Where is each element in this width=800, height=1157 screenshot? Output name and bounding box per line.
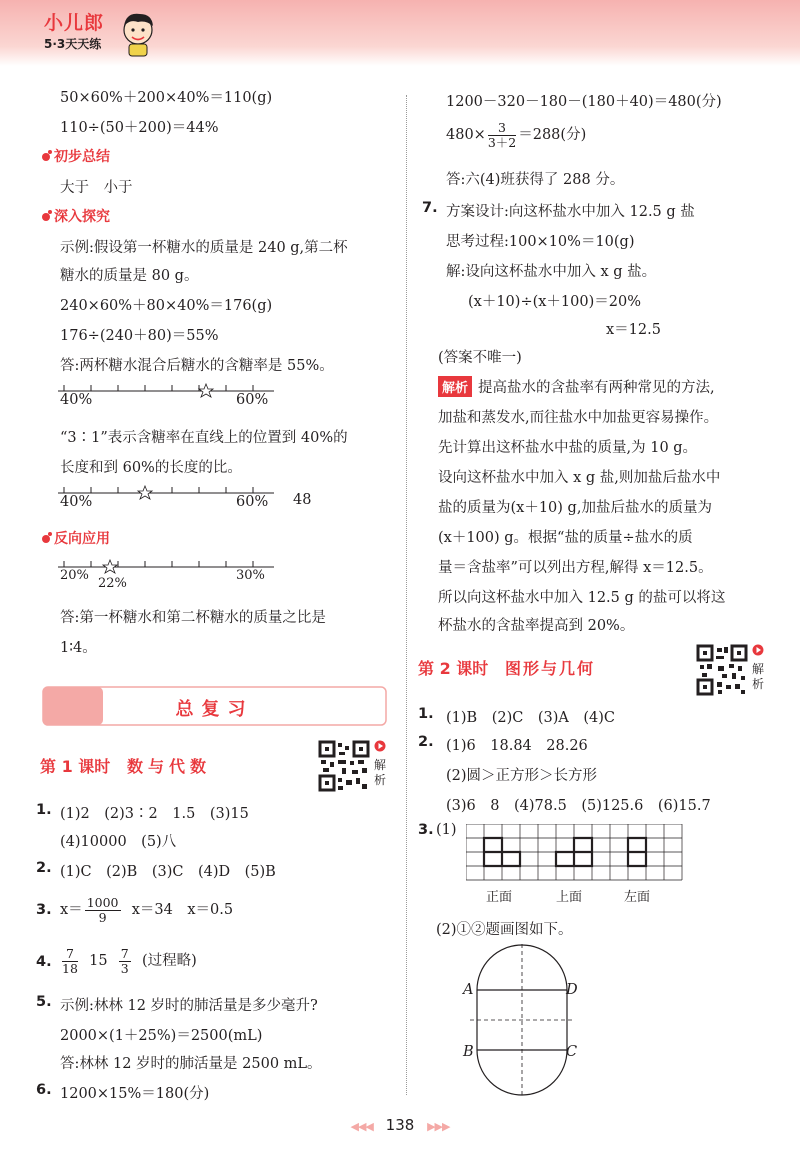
denominator: 9 — [98, 909, 107, 925]
bullet-icon — [42, 535, 50, 543]
nl2-label-a: 40% — [60, 494, 93, 510]
item-5-line-a: 示例:林林 12 岁时的肺活量是多少毫升? — [60, 998, 318, 1014]
lesson-title: 数与代数 — [127, 757, 212, 776]
brand-name: 小儿郎 — [44, 12, 105, 34]
item-7-line-c: 解:设向这杯盐水中加入 x g 盐。 — [446, 264, 657, 280]
analysis-badge: 解析 — [438, 376, 472, 397]
review-title: 总复习 — [175, 699, 254, 720]
left-line-12: 1∶4。 — [60, 640, 97, 656]
left-line-2: 110÷(50＋200)＝44% — [60, 120, 219, 136]
item-4-number: 4. — [36, 954, 52, 970]
view-front-label: 正面 — [486, 890, 513, 905]
view-left-label: 左面 — [624, 890, 651, 905]
section-label: 初步总结 — [54, 149, 110, 165]
star-icon — [199, 384, 213, 397]
item-5-number: 5. — [36, 994, 52, 1010]
item-3-line — [60, 893, 233, 927]
next-arrows-icon: ▶▶▶ — [427, 1120, 450, 1133]
section-label: 深入探究 — [54, 209, 110, 225]
left-line-10: 长度和到 60%的长度的比。 — [60, 460, 242, 476]
right-line-2 — [446, 117, 586, 153]
denominator: 3＋2 — [487, 134, 517, 150]
stadium-figure — [450, 942, 600, 1102]
nl3-label-b: 22% — [98, 576, 127, 591]
left-line-9: “3∶1”表示含糖率在直线上的位置到 40%的 — [60, 430, 348, 446]
analysis-line-4: 设向这杯盐水中加入 x g 盐,则加盐后盐水中 — [438, 470, 721, 486]
item-r2-line-c: (3)6 8 (4)78.5 (5)125.6 (6)15.7 — [446, 798, 711, 814]
item-4-line — [60, 944, 197, 978]
fraction — [488, 121, 516, 150]
right-line-2-b: ＝288(分) — [518, 127, 587, 143]
lesson-1-heading — [40, 754, 211, 777]
nl1-label-a: 40% — [60, 392, 93, 408]
analysis-line-8: 所以向这杯盐水中加入 12.5 g 的盐可以将这 — [438, 590, 726, 606]
item-r3-line-a: (1) — [436, 822, 457, 838]
item-7-number: 7. — [422, 200, 438, 216]
right-line-1: 1200－320－180－(180＋40)＝480(分) — [446, 94, 722, 110]
item-2-line: (1)C (2)B (3)C (4)D (5)B — [60, 864, 276, 880]
lesson-title: 图形与几何 — [505, 659, 596, 678]
item-1-number: 1. — [36, 802, 52, 818]
right-line-3: 答:六(4)班获得了 288 分。 — [446, 172, 625, 188]
analysis-line-1 — [438, 376, 715, 397]
item-7-line-b: 思考过程:100×10%＝10(g) — [446, 234, 635, 250]
item-5-line-b: 2000×(1＋25%)＝2500(mL) — [60, 1028, 263, 1044]
analysis-line-5: 盐的质量为(x＋10) g,加盐后盐水的质量为 — [438, 500, 712, 516]
point-c-label: C — [566, 1044, 578, 1060]
qr-code-icon[interactable] — [318, 740, 370, 792]
qr-code-icon[interactable] — [696, 644, 748, 696]
point-b-label: B — [463, 1044, 474, 1060]
section-initial-summary — [42, 146, 110, 166]
numerator: 3 — [488, 121, 516, 136]
section-deep-explore — [42, 206, 110, 226]
item-5-line-c: 答:林林 12 岁时的肺活量是 2500 mL。 — [60, 1056, 322, 1072]
mascot-icon — [118, 10, 158, 58]
item-r2-line-b: (2)圆＞正方形＞长方形 — [446, 768, 598, 784]
item-4-mid: 15 — [89, 953, 108, 969]
item-r3-line-b: (2)①②题画图如下。 — [436, 922, 573, 938]
lesson-2-heading — [418, 656, 595, 679]
nl3-label-a: 20% — [60, 568, 89, 583]
item-r1-line: (1)B (2)C (3)A (4)C — [446, 710, 615, 726]
star-icon — [103, 560, 117, 573]
item-1-line-a: (1)2 (2)3∶2 1.5 (3)15 — [60, 806, 249, 822]
left-line-5: 糖水的质量是 80 g。 — [60, 268, 199, 284]
analysis-text: 提高盐水的含盐率有两种常见的方法, — [478, 380, 715, 396]
item-7-line-f: (答案不唯一) — [438, 350, 522, 366]
qr-label: 解析 — [751, 662, 764, 691]
item-6-line: 1200×15%＝180(分) — [60, 1086, 210, 1102]
series-name: 5·3天天练 — [44, 37, 102, 51]
section-label: 反向应用 — [54, 531, 110, 547]
nl1-label-b: 60% — [236, 392, 269, 408]
analysis-line-3: 先计算出这杯盐水中盐的质量,为 10 g。 — [438, 440, 698, 456]
item-7-line-a: 方案设计:向这杯盐水中加入 12.5 g 盐 — [446, 204, 695, 220]
play-icon — [374, 740, 386, 752]
point-a-label: A — [463, 982, 474, 998]
nl3-label-c: 30% — [236, 568, 265, 583]
analysis-line-7: 量＝含盐率”可以列出方程,解得 x＝12.5。 — [438, 560, 713, 576]
left-line-3: 大于 小于 — [60, 180, 133, 196]
qr-label: 解析 — [373, 758, 386, 787]
prev-arrows-icon: ◀◀◀ — [350, 1120, 373, 1133]
item-7-line-d: (x＋10)÷(x＋100)＝20% — [468, 294, 641, 310]
left-line-4: 示例:假设第一杯糖水的质量是 240 g,第二杯 — [60, 240, 348, 256]
numerator: 7 — [62, 947, 78, 962]
numerator: 7 — [120, 945, 129, 961]
star-icon — [138, 486, 152, 499]
item-3-text-a: x＝ — [60, 902, 83, 918]
analysis-line-6: (x＋100) g。根据“盐的质量÷盐水的质 — [438, 530, 693, 546]
column-divider — [406, 95, 407, 1095]
page-footer — [0, 1116, 800, 1134]
bullet-icon — [42, 153, 50, 161]
section-reverse-apply — [42, 528, 110, 548]
play-icon — [752, 644, 764, 656]
item-r3-number: 3. — [418, 822, 434, 838]
fraction — [119, 947, 131, 976]
three-view-grid — [466, 824, 686, 884]
page-number: 138 — [385, 1116, 415, 1134]
brand-logo — [44, 8, 104, 52]
item-4-note: (过程略) — [141, 953, 197, 969]
lesson-number: 第 2 课时 — [418, 659, 489, 678]
item-r2-number: 2. — [418, 734, 434, 750]
view-top-label: 上面 — [556, 890, 583, 905]
nl2-label-b: 60% — [236, 494, 269, 510]
left-line-7: 176÷(240＋80)＝55% — [60, 328, 219, 344]
analysis-line-2: 加盐和蒸发水,而往盐水中加盐更容易操作。 — [438, 410, 719, 426]
fraction — [85, 896, 121, 925]
item-1-line-b: (4)10000 (5)八 — [60, 834, 177, 850]
point-d-label: D — [566, 982, 578, 998]
item-7-line-e: x＝12.5 — [606, 322, 661, 338]
analysis-line-9: 杯盐水的含盐率提高到 20%。 — [438, 618, 635, 634]
numerator: 1000 — [86, 894, 119, 910]
right-line-2-a: 480× — [446, 127, 486, 143]
denominator: 3 — [120, 960, 129, 976]
item-6-number: 6. — [36, 1082, 52, 1098]
item-2-number: 2. — [36, 860, 52, 876]
denominator: 18 — [62, 960, 78, 976]
fraction — [62, 947, 78, 976]
left-line-6: 240×60%＋80×40%＝176(g) — [60, 298, 273, 314]
item-3-number: 3. — [36, 902, 52, 918]
bullet-icon — [42, 213, 50, 221]
nl2-label-c: 48 — [293, 492, 312, 508]
item-3-text-b: x＝34 x＝0.5 — [131, 902, 234, 918]
item-r1-number: 1. — [418, 706, 434, 722]
left-line-11: 答:第一杯糖水和第二杯糖水的质量之比是 — [60, 610, 326, 626]
left-line-1: 50×60%＋200×40%＝110(g) — [60, 90, 273, 106]
lesson-number: 第 1 课时 — [40, 757, 111, 776]
item-r2-line-a: (1)6 18.84 28.26 — [446, 738, 588, 754]
left-line-8: 答:两杯糖水混合后糖水的含糖率是 55%。 — [60, 358, 334, 374]
